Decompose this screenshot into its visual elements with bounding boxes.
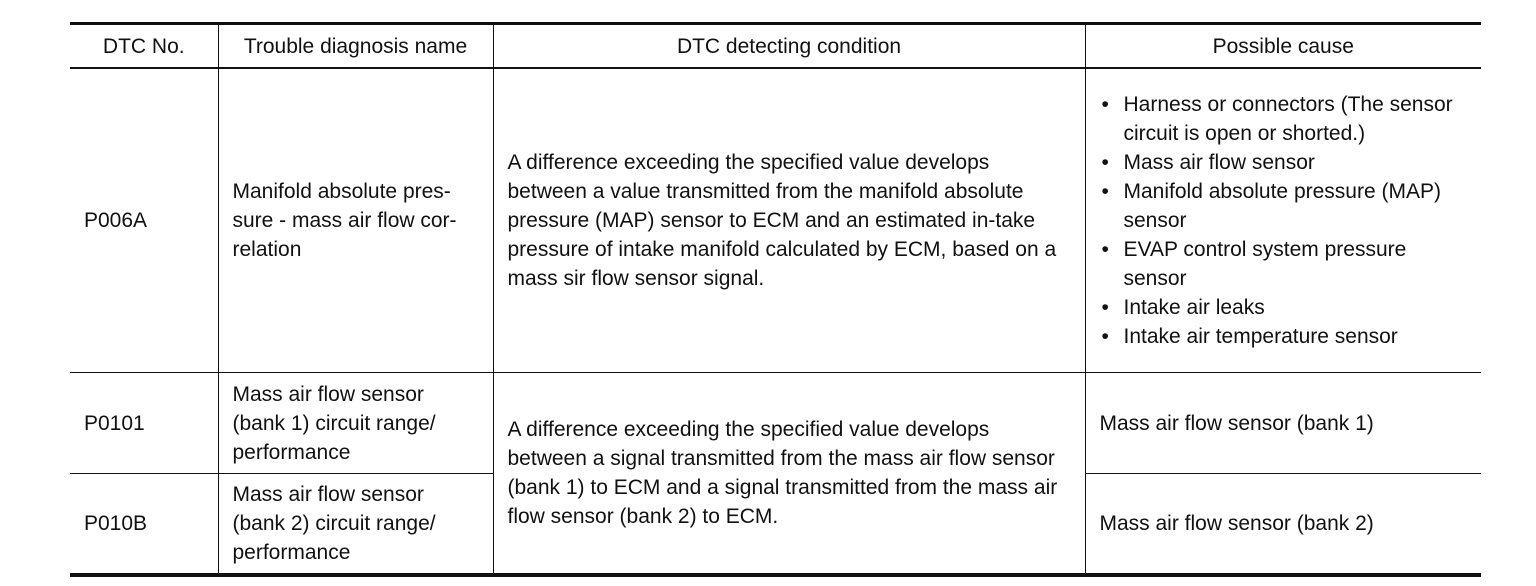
- cause-item: • EVAP control system pressure sensor: [1124, 235, 1468, 293]
- header-trouble-diagnosis-name: Trouble diagnosis name: [218, 24, 493, 69]
- detecting-condition: A difference exceeding the specified value develops between a value transmitted from the manifold absolute pressure (MAP) sensor to ECM and an estimated in-take pressure of intake manifold calculated by ECM, based on a mass sir flow sensor signal.: [493, 68, 1085, 373]
- trouble-diagnosis-name: Manifold absolute pres-sure - mass air flow cor-relation: [218, 68, 493, 373]
- dtc-table: [70, 22, 1481, 577]
- table-row: [70, 68, 1481, 373]
- cause-item: • Mass air flow sensor: [1124, 148, 1468, 177]
- table-header: [70, 24, 1481, 69]
- cause-item: • Manifold absolute pressure (MAP) sensor: [1124, 177, 1468, 235]
- possible-cause: Mass air flow sensor (bank 1): [1085, 373, 1481, 474]
- dtc-code: P010B: [70, 474, 218, 576]
- cause-item: • Intake air leaks: [1124, 293, 1468, 322]
- possible-cause: [1085, 68, 1481, 373]
- header-possible-cause: Possible cause: [1085, 24, 1481, 69]
- possible-cause: Mass air flow sensor (bank 2): [1085, 474, 1481, 576]
- cause-list: [1100, 90, 1468, 351]
- trouble-diagnosis-name: Mass air flow sensor (bank 2) circuit range/ performance: [218, 474, 493, 576]
- table-row: [70, 373, 1481, 474]
- cause-item: • Harness or connectors (The sensor circuit is open or shorted.): [1124, 90, 1468, 148]
- header-dtc-no: DTC No.: [70, 24, 218, 69]
- shared-detecting-condition: A difference exceeding the specified value develops between a signal transmitted from the mass air flow sensor (bank 1) to ECM and a signal transmitted from the mass air flow sensor (bank 2) to ECM.: [493, 373, 1085, 576]
- header-dtc-detecting-condition: DTC detecting condition: [493, 24, 1085, 69]
- dtc-code: P006A: [70, 68, 218, 373]
- cause-item: • Intake air temperature sensor: [1124, 322, 1468, 351]
- dtc-code: P0101: [70, 373, 218, 474]
- trouble-diagnosis-name: Mass air flow sensor (bank 1) circuit range/ performance: [218, 373, 493, 474]
